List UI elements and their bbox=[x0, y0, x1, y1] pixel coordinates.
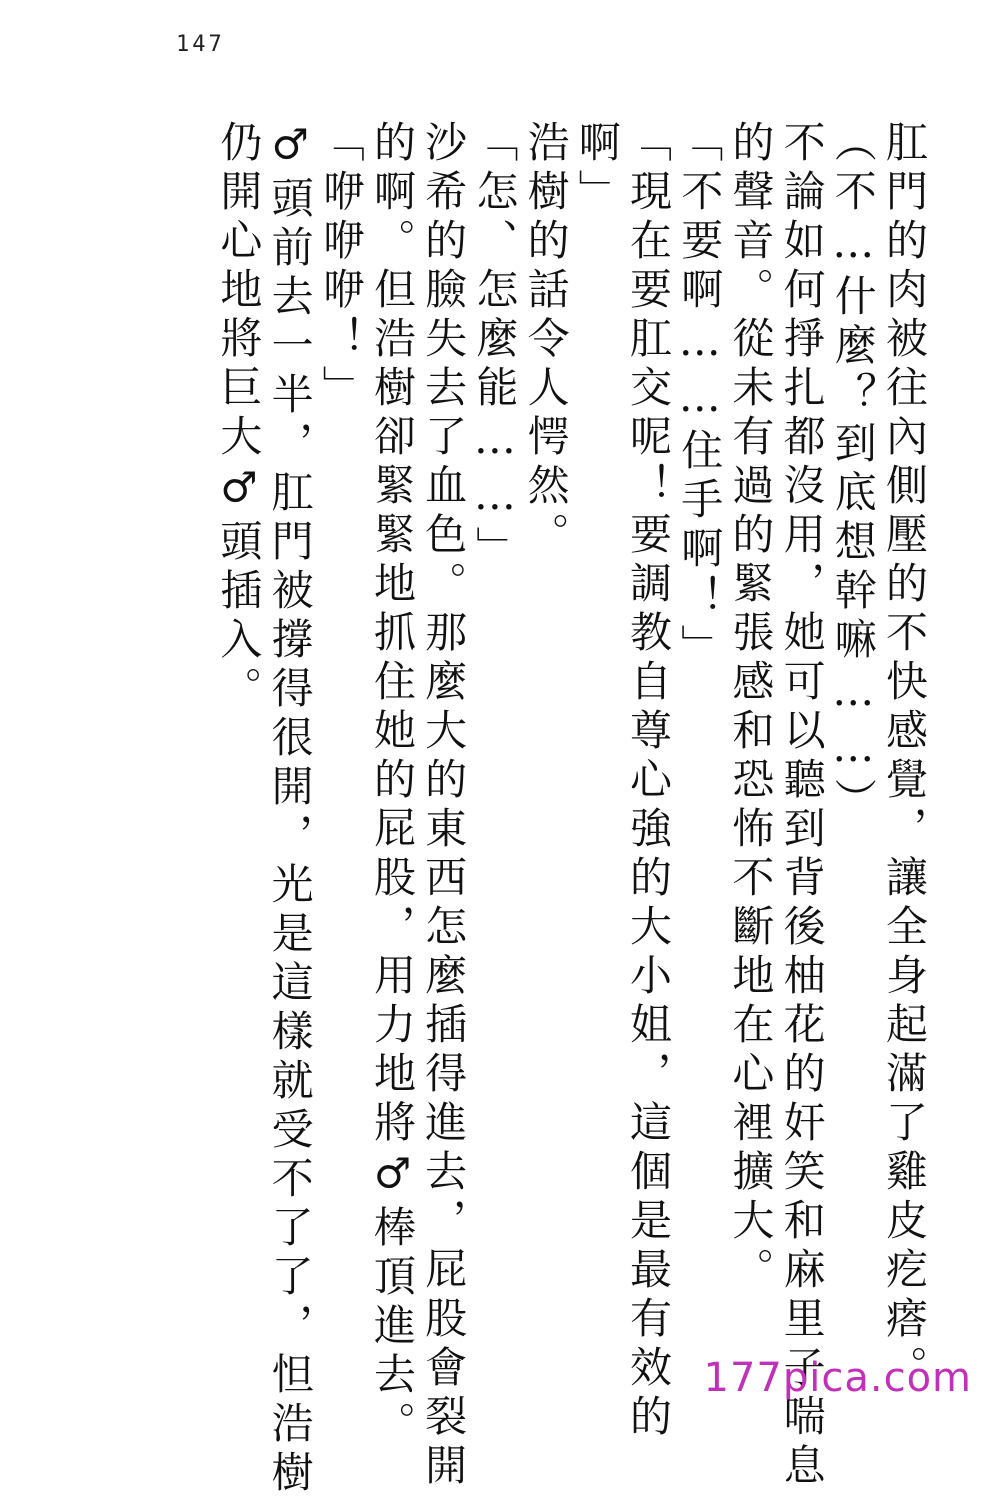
page-number: 147 bbox=[176, 32, 225, 57]
watermark-text: 177pica.com bbox=[703, 1355, 972, 1401]
text-column: （不…什麼？到底想幹嘛……） bbox=[828, 120, 878, 827]
text-column: 的啊。但浩樹卻緊緊地抓住她的屁股，用力地將♂棒頂進去。 bbox=[367, 120, 417, 1450]
text-column: 仍開心地將巨大♂頭插入。 bbox=[214, 120, 264, 715]
text-column: 「咿咿咿！」 bbox=[316, 120, 366, 414]
text-column: 浩樹的話令人愕然。 bbox=[521, 120, 571, 561]
text-column: 「不要啊……住手啊！」 bbox=[675, 120, 725, 673]
text-column: 「怎、怎麼能……」 bbox=[470, 120, 520, 575]
text-column: 沙希的臉失去了血色。那麼大的東西怎麼插得進去，屁股會裂開 bbox=[419, 120, 469, 1492]
text-column: 肛門的肉被往內側壓的不快感覺，讓全身起滿了雞皮疙瘩。 bbox=[880, 120, 929, 1394]
text-column: 不論如何掙扎都沒用，她可以聽到背後柚花的奸笑和麻里子喘息 bbox=[777, 120, 827, 1492]
text-column: 的聲音。從未有過的緊張感和恐怖不斷地在心裡擴大。 bbox=[726, 120, 776, 1296]
text-column: 啊」 bbox=[572, 120, 622, 218]
text-column: 「現在要肛交呢！要調教自尊心強的大小姐，這個是最有效的 bbox=[623, 120, 673, 1443]
text-column: ♂頭前去一半，肛門被撐得很開，光是這樣就受不了了，怛浩樹 bbox=[265, 120, 315, 1499]
